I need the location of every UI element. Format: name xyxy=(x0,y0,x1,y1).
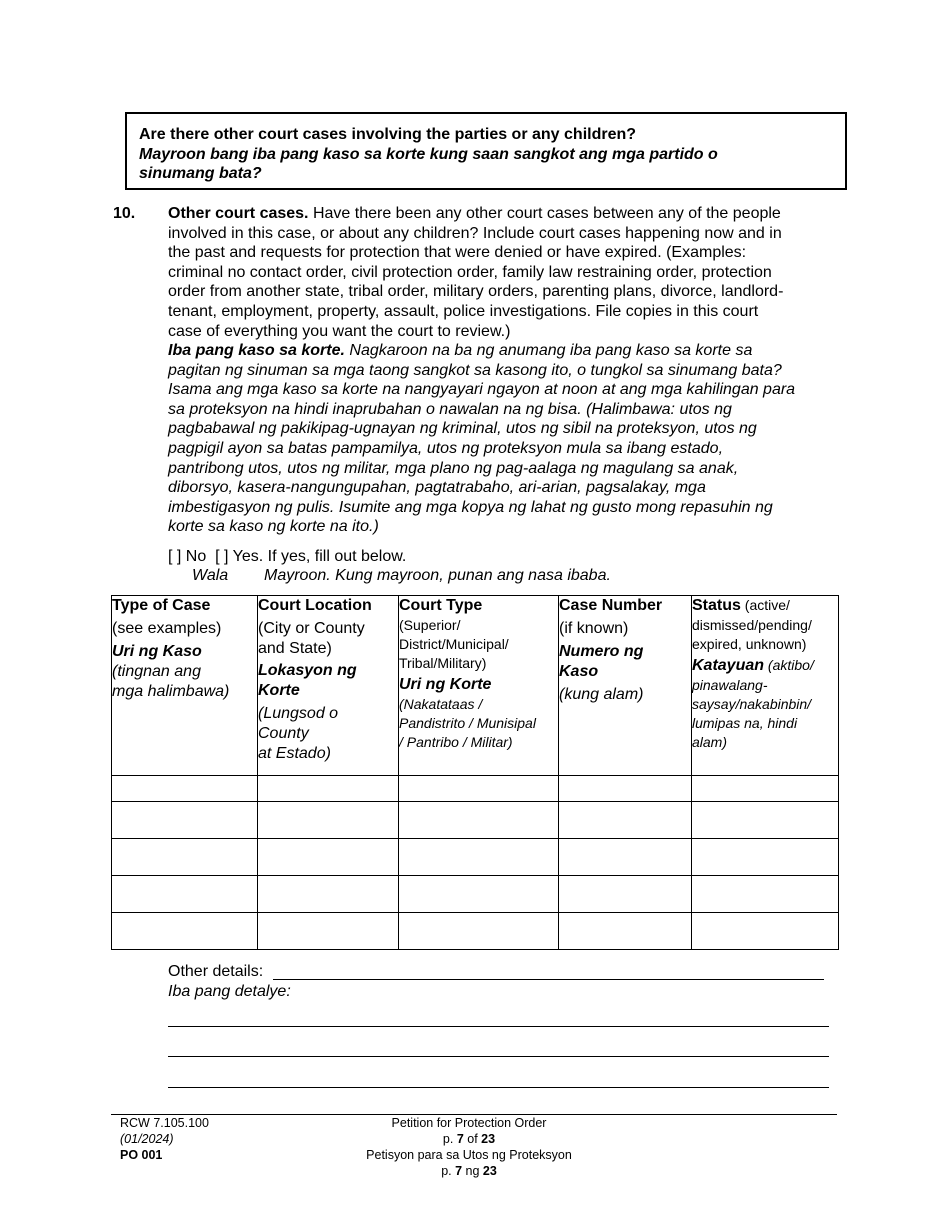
footer-rcw: RCW 7.105.100 xyxy=(120,1116,209,1130)
header-sub-tl: alam) xyxy=(692,734,728,750)
footer-date: (01/2024) xyxy=(120,1132,174,1146)
yes-label: Yes. If yes, fill out below. xyxy=(232,548,407,565)
table-cell[interactable] xyxy=(399,876,559,913)
table-cell[interactable] xyxy=(258,776,399,802)
table-cell[interactable] xyxy=(112,876,258,913)
header-sub-tl: at Estado) xyxy=(258,745,331,762)
section-heading-en: Other court cases. xyxy=(168,205,309,222)
header-label: Court Location xyxy=(258,597,372,614)
footer-page-number: 7 xyxy=(456,1132,464,1146)
header-label-tl: Korte xyxy=(258,682,300,699)
footer-page-of: of xyxy=(463,1132,482,1146)
footer-page-total: 23 xyxy=(482,1164,497,1178)
table-cell[interactable] xyxy=(692,876,839,913)
no-checkbox[interactable]: [ ] xyxy=(168,548,182,565)
header-sub-tl: saysay/nakabinbin/ xyxy=(692,696,812,712)
notice-question-en: Are there other court cases involving the parties or any children? xyxy=(139,126,637,143)
section-tl-line: pagitan ng sinuman sa mga taong sangkot sa kasong ito, o tungkol sa sinumang bata? xyxy=(168,361,782,379)
section-tl-line: Isama ang mga kaso sa korte na nangyayari ngayon at noon at ang mga kahilingan para xyxy=(168,381,796,399)
footer-page-prefix: p. xyxy=(441,1164,456,1178)
section-en-line: tenant, employment, property, assault, police investigations. File copies in this court xyxy=(168,302,759,320)
table-cell[interactable] xyxy=(692,802,839,839)
court-cases-table xyxy=(111,595,839,950)
header-label-tl: Uri ng Korte xyxy=(399,676,492,693)
header-label: Status xyxy=(692,597,741,614)
section-text-tl xyxy=(168,341,848,537)
header-label-tl: Katayuan xyxy=(692,657,765,674)
footer-page-of: ng xyxy=(462,1164,483,1178)
table-cell[interactable] xyxy=(258,913,399,950)
header-sub: District/Municipal/ xyxy=(399,636,509,652)
other-details-line[interactable] xyxy=(168,1026,829,1027)
section-en-line: involved in this case, or about any children? Include court cases happening now and in xyxy=(168,224,782,242)
header-sub: dismissed/pending/ xyxy=(692,617,812,633)
table-cell[interactable] xyxy=(692,776,839,802)
section-number: 10. xyxy=(113,205,136,222)
table-cell[interactable] xyxy=(112,802,258,839)
table-cell[interactable] xyxy=(559,913,692,950)
header-sub-tl: mga halimbawa) xyxy=(112,683,230,700)
table-cell[interactable] xyxy=(258,839,399,876)
notice-box xyxy=(125,112,847,190)
no-yes-choice-row xyxy=(168,547,406,567)
section-tl-line: sa proteksyon na hindi inaprubahan o nawalan na ng bisa. (Halimbawa: utos ng xyxy=(168,400,732,418)
header-sub: Tribal/Military) xyxy=(399,655,487,671)
header-sub-tl: Pandistrito / Munisipal xyxy=(399,715,536,731)
section-tl-line: pagpigil ayon sa batas pampamilya, utos ng proteksyon mula sa ibang estado, xyxy=(168,439,724,457)
header-court-location xyxy=(258,596,399,776)
header-court-type xyxy=(399,596,559,776)
header-label: Case Number xyxy=(559,597,663,614)
header-sub: (if known) xyxy=(559,620,629,637)
header-sub-tl: County xyxy=(258,725,309,742)
table-cell[interactable] xyxy=(399,913,559,950)
table-row xyxy=(112,839,839,876)
table-row xyxy=(112,802,839,839)
table-cell[interactable] xyxy=(258,876,399,913)
footer-form-number: PO 001 xyxy=(120,1148,163,1162)
section-tl-line: imbestigasyon ng pulis. Isumite ang mga kopya ng lahat ng gusto mong repasuhin ng xyxy=(168,498,773,516)
other-details-line[interactable] xyxy=(168,1056,829,1057)
table-cell[interactable] xyxy=(399,802,559,839)
header-sub-tl: pinawalang- xyxy=(692,677,768,693)
footer-page-number: 7 xyxy=(455,1164,463,1178)
no-label: No xyxy=(185,548,207,565)
header-label: Court Type xyxy=(399,597,483,614)
section-en-line: criminal no contact order, civil protection order, family law restraining order, protection xyxy=(168,263,772,281)
footer-page-tl xyxy=(320,1163,618,1179)
table-cell[interactable] xyxy=(559,776,692,802)
table-cell[interactable] xyxy=(559,876,692,913)
footer-page-total: 23 xyxy=(481,1132,496,1146)
header-label-tl: Lokasyon ng xyxy=(258,662,357,679)
header-sub: (active/ xyxy=(740,597,790,613)
footer-title-tl: Petisyon para sa Utos ng Proteksyon xyxy=(366,1148,572,1162)
table-cell[interactable] xyxy=(692,839,839,876)
table-cell[interactable] xyxy=(399,839,559,876)
notice-question-tl-line2: sinumang bata? xyxy=(139,165,262,182)
header-sub-tl: (aktibo/ xyxy=(764,657,814,673)
section-en-line: Have there been any other court cases between any of the people xyxy=(308,205,781,222)
section-heading-tl: Iba pang kaso sa korte. xyxy=(168,342,345,359)
header-sub: expired, unknown) xyxy=(692,636,807,652)
header-sub: (City or County xyxy=(258,620,365,637)
table-cell[interactable] xyxy=(559,802,692,839)
header-sub: (Superior/ xyxy=(399,617,461,633)
table-row xyxy=(112,913,839,950)
table-row xyxy=(112,876,839,913)
section-en-line: case of everything you want the court to review.) xyxy=(168,322,511,340)
table-cell[interactable] xyxy=(258,802,399,839)
table-cell[interactable] xyxy=(112,776,258,802)
yes-checkbox[interactable]: [ ] xyxy=(215,548,229,565)
header-sub-tl: (Lungsod o xyxy=(258,705,339,722)
other-details-label-tl: Iba pang detalye: xyxy=(168,983,291,1000)
table-header-row xyxy=(112,596,839,776)
header-status xyxy=(692,596,839,776)
section-tl-line: diborsyo, kasera-nangungupahan, pagtatrabaho, ari-arian, pagsalakay, mga xyxy=(168,479,706,497)
header-sub-tl: lumipas na, hindi xyxy=(692,715,798,731)
table-cell[interactable] xyxy=(399,776,559,802)
footer-title-en: Petition for Protection Order xyxy=(391,1116,547,1130)
table-cell[interactable] xyxy=(692,913,839,950)
yes-label-tl: Mayroon. Kung mayroon, punan ang nasa ibaba. xyxy=(264,567,611,584)
table-cell[interactable] xyxy=(559,839,692,876)
header-sub-tl: (Nakatataas / xyxy=(399,696,483,712)
section-en-line: the past and requests for protection that were denied or have expired. (Examples: xyxy=(168,244,747,262)
header-sub: and State) xyxy=(258,640,332,657)
other-details-label: Other details: xyxy=(168,963,264,980)
footer-page-prefix: p. xyxy=(442,1132,457,1146)
header-sub: (see examples) xyxy=(112,620,222,637)
section-en-line: order from another state, tribal order, military orders, parenting plans, divorce, landlord- xyxy=(168,283,784,301)
no-label-tl: Wala xyxy=(192,567,229,584)
section-text-en xyxy=(168,204,848,341)
header-label-tl: Numero ng xyxy=(559,643,644,660)
table-cell[interactable] xyxy=(112,839,258,876)
section-tl-line: Nagkaroon na ba ng anumang iba pang kaso sa korte sa xyxy=(344,342,753,359)
section-tl-line: pantribong utos, utos ng militar, mga plano ng pag-aalaga ng magulang sa anak, xyxy=(168,459,739,477)
header-sub-tl: / Pantribo / Militar) xyxy=(399,734,513,750)
header-sub-tl: (tingnan ang xyxy=(112,663,201,680)
section-tl-line: korte sa kaso ng korte na ito.) xyxy=(168,518,379,536)
header-label: Type of Case xyxy=(112,597,211,614)
table-row xyxy=(112,776,839,802)
footer-page-en xyxy=(320,1131,618,1147)
notice-question-tl-line1: Mayroon bang iba pang kaso sa korte kung saan sangkot ang mga partido o xyxy=(139,146,718,163)
header-type-of-case xyxy=(112,596,258,776)
other-details-line[interactable] xyxy=(168,1087,829,1088)
header-label-tl: Kaso xyxy=(559,663,599,680)
header-label-tl: Uri ng Kaso xyxy=(112,643,202,660)
header-case-number xyxy=(559,596,692,776)
table-cell[interactable] xyxy=(112,913,258,950)
header-sub-tl: (kung alam) xyxy=(559,686,644,703)
other-details-field[interactable] xyxy=(273,979,824,980)
section-tl-line: pagbabawal ng pakikipag-ugnayan ng kriminal, utos ng sibil na proteksyon, utos ng xyxy=(168,420,757,438)
